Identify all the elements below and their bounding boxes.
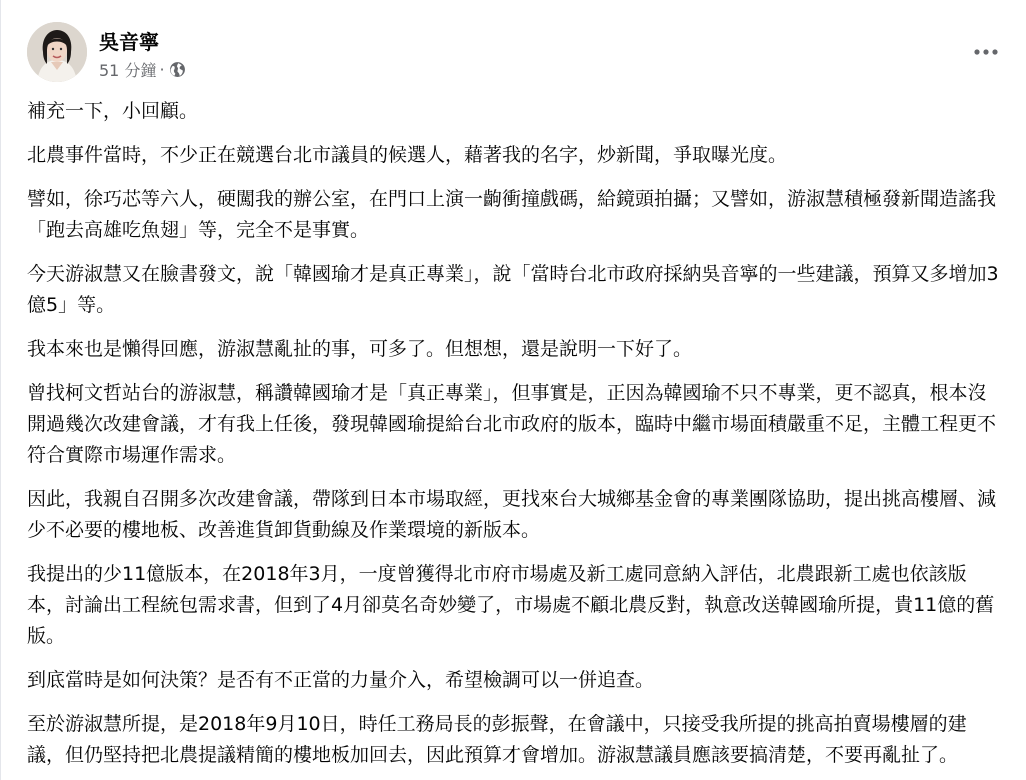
post-paragraph: 因此，我親自召開多次改建會議，帶隊到日本市場取經，更找來台大城鄉基金會的專業團隊協助，提出挑高樓層、減少不必要的樓地板、改善進貨卸貨動線及作業環境的新版本。 — [27, 488, 997, 541]
globe-icon[interactable] — [169, 61, 186, 78]
post-header — [27, 22, 987, 86]
author-avatar[interactable] — [27, 22, 87, 82]
meta-separator: · — [159, 60, 165, 79]
post-paragraph: 曾找柯文哲站台的游淑慧，稱讚韓國瑜才是「真正專業」，但事實是，正因為韓國瑜不只不專業，更不認真，根本沒開過幾次改建會議，才有我上任後，發現韓國瑜提給台北市政府的版本，臨時中繼市場面積嚴重不足，主體工程更不符合實際市場運作需求。 — [27, 382, 997, 466]
author-name[interactable]: 吳音寧 — [99, 30, 159, 54]
post-paragraph: 補充一下，小回顧。 — [27, 100, 199, 122]
post-paragraph: 我本來也是懶得回應，游淑慧亂扯的事，可多了。但想想，還是說明一下好了。 — [27, 338, 693, 360]
post-paragraph: 北農事件當時，不少正在競選台北市議員的候選人，藉著我的名字，炒新聞，爭取曝光度。 — [27, 144, 788, 166]
avatar-image — [27, 22, 87, 82]
post-paragraph: 到底當時是如何決策？是否有不正當的力量介入，希望檢調可以一併追查。 — [27, 669, 655, 691]
post-timestamp[interactable]: 51 分鐘 — [99, 61, 157, 80]
post-body — [27, 96, 1003, 780]
more-options-icon[interactable] — [968, 34, 1004, 70]
post-paragraph: 我提出的少11億版本，在2018年3月，一度曾獲得北市府市場處及新工處同意納入評估，北農跟新工處也依該版本，討論出工程統包需求書，但到了4月卻莫名奇妙變了，市場處不顧北農反對，執意改送韓國瑜所提，貴11億的舊版。 — [27, 563, 995, 647]
post-paragraph: 至於游淑慧所提，是2018年9月10日，時任工務局長的彭振聲，在會議中，只接受我所提的挑高拍賣場樓層的建議，但仍堅持把北農提議精簡的樓地板加回去，因此預算才會增加。游淑慧議員應該要搞清楚，不要再亂扯了。 — [27, 713, 967, 766]
post-paragraph: 譬如，徐巧芯等六人，硬闖我的辦公室，在門口上演一齣衝撞戲碼，給鏡頭拍攝；又譬如，游淑慧積極發新聞造謠我「跑去高雄吃魚翅」等，完全不是事實。 — [27, 188, 997, 241]
post-meta — [99, 58, 186, 81]
post-paragraph: 今天游淑慧又在臉書發文，說「韓國瑜才是真正專業」，說「當時台北市政府採納吳音寧的一些建議，預算又多增加3億5」等。 — [27, 263, 999, 316]
